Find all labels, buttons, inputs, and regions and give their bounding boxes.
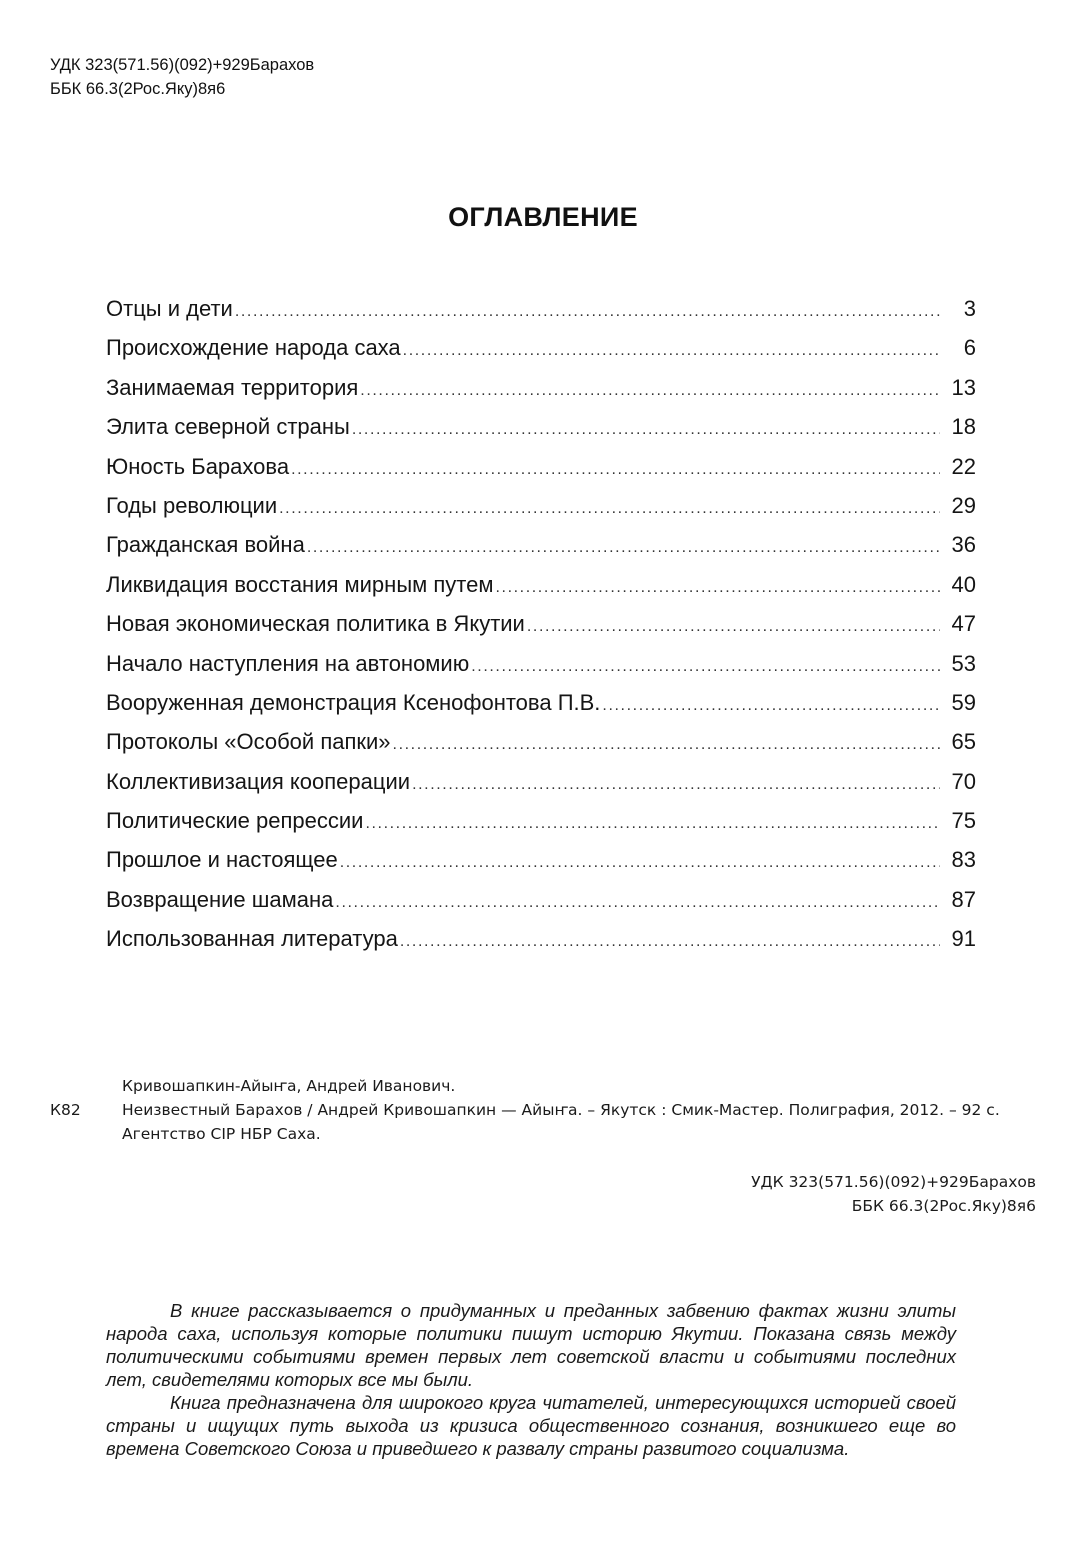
toc-entry-page: 40 bbox=[951, 571, 976, 597]
biblio-agency: Агентство CIP НБР Саха. bbox=[122, 1125, 321, 1143]
toc-entry-label: Начало наступления на автономию bbox=[106, 650, 470, 676]
toc-entry-label: Протоколы «Особой папки» bbox=[106, 729, 391, 755]
toc-entry bbox=[106, 611, 976, 650]
toc-dot-leader bbox=[340, 854, 940, 872]
header-udk: УДК 323(571.56)(092)+929Барахов bbox=[50, 56, 315, 74]
toc-entry bbox=[106, 414, 976, 453]
biblio-classification bbox=[751, 1170, 1036, 1218]
toc-entry-label: Прошлое и настоящее bbox=[106, 847, 338, 873]
toc-entry-label: Происхождение народа саха bbox=[106, 335, 401, 361]
toc-entry-page: 29 bbox=[951, 492, 976, 518]
toc-dot-leader bbox=[352, 421, 940, 439]
toc-entry-label: Юность Барахова bbox=[106, 453, 290, 479]
toc-entry bbox=[106, 651, 976, 690]
table-of-contents bbox=[106, 296, 976, 966]
toc-dot-leader bbox=[393, 736, 940, 754]
biblio-code: К82 bbox=[50, 1101, 81, 1119]
biblio-description: Неизвестный Барахов / Андрей Кривошапкин — Айыҥа. – Якутск : Смик-Мастер. Полиграфия, 2012. – 92 с. bbox=[122, 1101, 1000, 1119]
toc-entry-label: Отцы и дети bbox=[106, 296, 233, 321]
toc-entry-page: 65 bbox=[951, 729, 976, 755]
toc-dot-leader bbox=[279, 500, 940, 518]
toc-dot-leader bbox=[365, 815, 940, 833]
annotation-paragraph-1: В книге рассказывается о придуманных и преданных забвению фактах жизни элиты народа саха, используя которые политики пишут историю Якутии. Показана связь между политическими событиями времен первых лет советской власти и событиями последних лет, свидетелями которых все мы были. bbox=[106, 1300, 956, 1390]
header-bbk: ББК 66.3(2Рос.Яку)8я6 bbox=[50, 80, 226, 98]
toc-entry-page: 91 bbox=[951, 926, 976, 952]
toc-entry-page: 36 bbox=[951, 532, 976, 558]
toc-title: ОГЛАВЛЕНИЕ bbox=[448, 202, 638, 232]
toc-entry-page: 75 bbox=[951, 808, 976, 834]
toc-entry bbox=[106, 296, 976, 335]
toc-entry bbox=[106, 335, 976, 374]
toc-dot-leader bbox=[291, 461, 940, 479]
toc-entry-page: 70 bbox=[951, 768, 976, 794]
toc-entry-label: Политические репрессии bbox=[106, 808, 364, 834]
toc-entry-label: Гражданская война bbox=[106, 532, 305, 558]
toc-entry-label: Занимаемая территория bbox=[106, 374, 359, 400]
toc-entry-page: 87 bbox=[951, 886, 976, 912]
toc-entry-label: Ликвидация восстания мирным путем bbox=[106, 571, 494, 597]
toc-entry bbox=[106, 847, 976, 886]
biblio-author: Кривошапкин-Айыҥа, Андрей Иванович. bbox=[122, 1077, 456, 1095]
toc-entry-page: 83 bbox=[951, 847, 976, 873]
toc-entry-label: Годы революции bbox=[106, 492, 278, 518]
toc-entry-page: 6 bbox=[963, 335, 976, 361]
toc-entry-label: Вооруженная демонстрация Ксенофонтова П.В. bbox=[106, 689, 601, 715]
biblio-udk: УДК 323(571.56)(092)+929Барахов bbox=[751, 1173, 1036, 1191]
toc-entry bbox=[106, 769, 976, 808]
toc-entry-page: 22 bbox=[951, 453, 976, 479]
toc-entry-page: 53 bbox=[951, 650, 976, 676]
toc-entry bbox=[106, 887, 976, 926]
toc-entry bbox=[106, 926, 976, 965]
annotation bbox=[106, 1299, 956, 1460]
toc-entry-label: Возвращение шамана bbox=[106, 886, 334, 912]
toc-dot-leader bbox=[495, 579, 940, 597]
toc-entry bbox=[106, 690, 976, 729]
toc-dot-leader bbox=[400, 933, 940, 951]
toc-entry bbox=[106, 493, 976, 532]
toc-entry-page: 47 bbox=[951, 611, 976, 637]
toc-entry-label: Элита северной страны bbox=[106, 414, 350, 440]
toc-dot-leader bbox=[307, 539, 940, 557]
toc-entry-label: Коллективизация кооперации bbox=[106, 768, 411, 794]
toc-entry-label: Новая экономическая политика в Якутии bbox=[106, 611, 525, 637]
toc-dot-leader bbox=[412, 776, 940, 794]
toc-entry bbox=[106, 375, 976, 414]
toc-dot-leader bbox=[235, 303, 940, 321]
toc-dot-leader bbox=[602, 697, 940, 715]
header-classification bbox=[50, 53, 314, 101]
toc-dot-leader bbox=[360, 382, 940, 400]
toc-entry bbox=[106, 572, 976, 611]
bibliographic-record bbox=[50, 1074, 1050, 1146]
toc-entry-page: 13 bbox=[951, 374, 976, 400]
toc-dot-leader bbox=[527, 618, 940, 636]
toc-entry-label: Использованная литература bbox=[106, 926, 398, 952]
biblio-bbk: ББК 66.3(2Рос.Яку)8я6 bbox=[851, 1197, 1036, 1215]
toc-entry bbox=[106, 729, 976, 768]
toc-entry bbox=[106, 808, 976, 847]
annotation-paragraph-2: Книга предназначена для широкого круга читателей, интересующихся историей своей страны и ищущих путь выхода из кризиса общественного сознания, возникшего еще во времена Советского Союза и приведшего к развалу страны развитого социализма. bbox=[106, 1392, 956, 1459]
toc-entry-page: 18 bbox=[951, 414, 976, 440]
toc-dot-leader bbox=[471, 658, 940, 676]
toc-dot-leader bbox=[403, 342, 940, 360]
toc-entry-page: 59 bbox=[951, 689, 976, 715]
toc-entry-page: 3 bbox=[963, 296, 976, 321]
toc-dot-leader bbox=[335, 894, 940, 912]
toc-entry bbox=[106, 454, 976, 493]
toc-entry bbox=[106, 532, 976, 571]
